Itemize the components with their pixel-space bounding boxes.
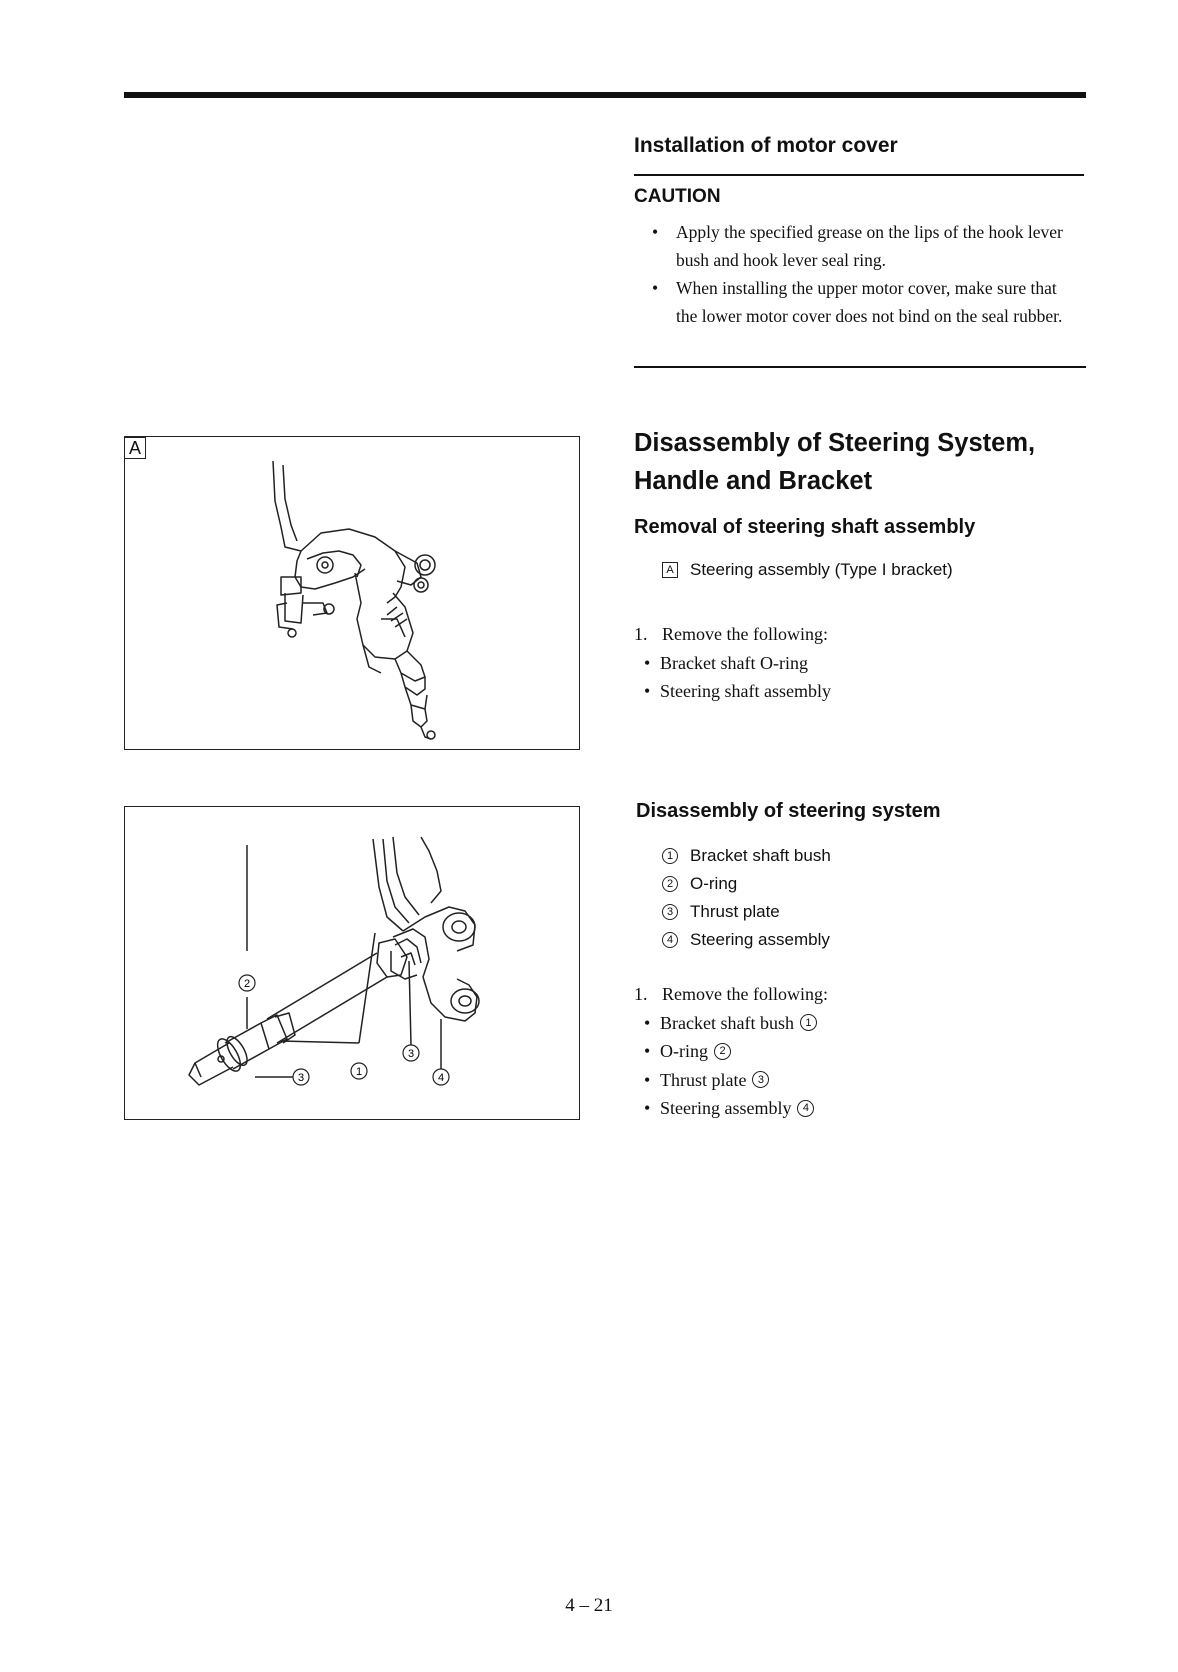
section-title bbox=[634, 424, 1084, 500]
legend-row bbox=[662, 842, 831, 870]
callout-3-label: 3 bbox=[297, 1072, 305, 1084]
callout-4-label: 4 bbox=[437, 1072, 445, 1084]
caution-title: CAUTION bbox=[634, 186, 721, 207]
callout-1-icon: 1 bbox=[800, 1014, 817, 1031]
caution-top-rule bbox=[634, 174, 1084, 176]
removal-steps bbox=[634, 620, 1054, 706]
legend-row bbox=[662, 870, 831, 898]
figure-steering-disassembly bbox=[124, 806, 580, 1120]
callout-1-icon: 1 bbox=[662, 848, 678, 864]
section-title-line2: Handle and Bracket bbox=[634, 467, 873, 495]
bullet-text: Bracket shaft O-ring bbox=[660, 652, 808, 673]
bullet-text: Steering shaft assembly bbox=[660, 681, 831, 701]
disassembly-bullet: • Thrust plate 3 bbox=[634, 1066, 1054, 1095]
step-text: Remove the following: bbox=[662, 984, 828, 1004]
step-item bbox=[634, 620, 1054, 649]
callout-3-icon: 3 bbox=[752, 1071, 769, 1088]
disassembly-bullet: • Bracket shaft bush 1 bbox=[634, 1009, 1054, 1038]
legend-row bbox=[662, 926, 831, 954]
legend-text: O-ring bbox=[690, 874, 738, 893]
legend-box-key: A bbox=[662, 562, 678, 578]
callout-1-label: 1 bbox=[355, 1066, 363, 1078]
bullet-text: O-ring bbox=[660, 1041, 708, 1061]
legend-text: Bracket shaft bush bbox=[690, 846, 831, 865]
bullet-text: Bracket shaft bush bbox=[660, 1012, 794, 1033]
caution-list bbox=[650, 218, 1080, 330]
disassembly-legend bbox=[662, 842, 831, 954]
callout-2-label: 2 bbox=[243, 978, 251, 990]
disassembly-bullet: • Steering assembly 4 bbox=[634, 1094, 1054, 1123]
removal-bullet: • Steering shaft assembly bbox=[634, 677, 1054, 706]
removal-legend bbox=[662, 556, 953, 584]
caution-item: • Apply the specified grease on the lips of the hook lever bush and hook lever seal ring. bbox=[650, 218, 1080, 274]
legend-row bbox=[662, 898, 831, 926]
removal-bullet: • Bracket shaft O-ring bbox=[634, 649, 1054, 678]
step-number: 1. bbox=[634, 624, 648, 644]
callout-3-label: 3 bbox=[407, 1048, 415, 1060]
figure-callouts bbox=[239, 975, 449, 1085]
section-title-line1: Disassembly of Steering System, bbox=[634, 429, 1036, 457]
step-number: 1. bbox=[634, 984, 648, 1004]
bullet-text: Steering assembly bbox=[660, 1098, 792, 1118]
figure-label-A: A bbox=[124, 437, 146, 459]
disassembly-steps bbox=[634, 980, 1054, 1123]
step-text: Remove the following: bbox=[662, 624, 828, 644]
page-number: 4 – 21 bbox=[565, 1595, 613, 1616]
top-rule bbox=[124, 92, 1086, 98]
callout-2-icon: 2 bbox=[714, 1043, 731, 1060]
legend-text: Steering assembly bbox=[690, 930, 830, 949]
heading-motor-cover: Installation of motor cover bbox=[634, 134, 898, 157]
steering-assembly-drawing bbox=[125, 437, 581, 751]
legend-text: Steering assembly (Type I bracket) bbox=[690, 560, 953, 579]
callout-4-icon: 4 bbox=[797, 1100, 814, 1117]
step-item bbox=[634, 980, 1054, 1009]
caution-item: • When installing the upper motor cover, make sure that the lower motor cover does not bind on the seal rubber. bbox=[650, 274, 1080, 330]
callout-3-icon: 3 bbox=[662, 904, 678, 920]
figure-steering-assembly bbox=[124, 436, 580, 750]
callout-2-icon: 2 bbox=[662, 876, 678, 892]
legend-text: Thrust plate bbox=[690, 902, 780, 921]
disassembly-bullet: • O-ring 2 bbox=[634, 1037, 1054, 1066]
steering-shaft-drawing bbox=[125, 807, 581, 1121]
heading-removal: Removal of steering shaft assembly bbox=[634, 516, 976, 538]
heading-disassembly: Disassembly of steering system bbox=[636, 800, 941, 822]
callout-4-icon: 4 bbox=[662, 932, 678, 948]
bullet-text: Thrust plate bbox=[660, 1069, 747, 1090]
caution-bottom-rule bbox=[634, 366, 1086, 368]
